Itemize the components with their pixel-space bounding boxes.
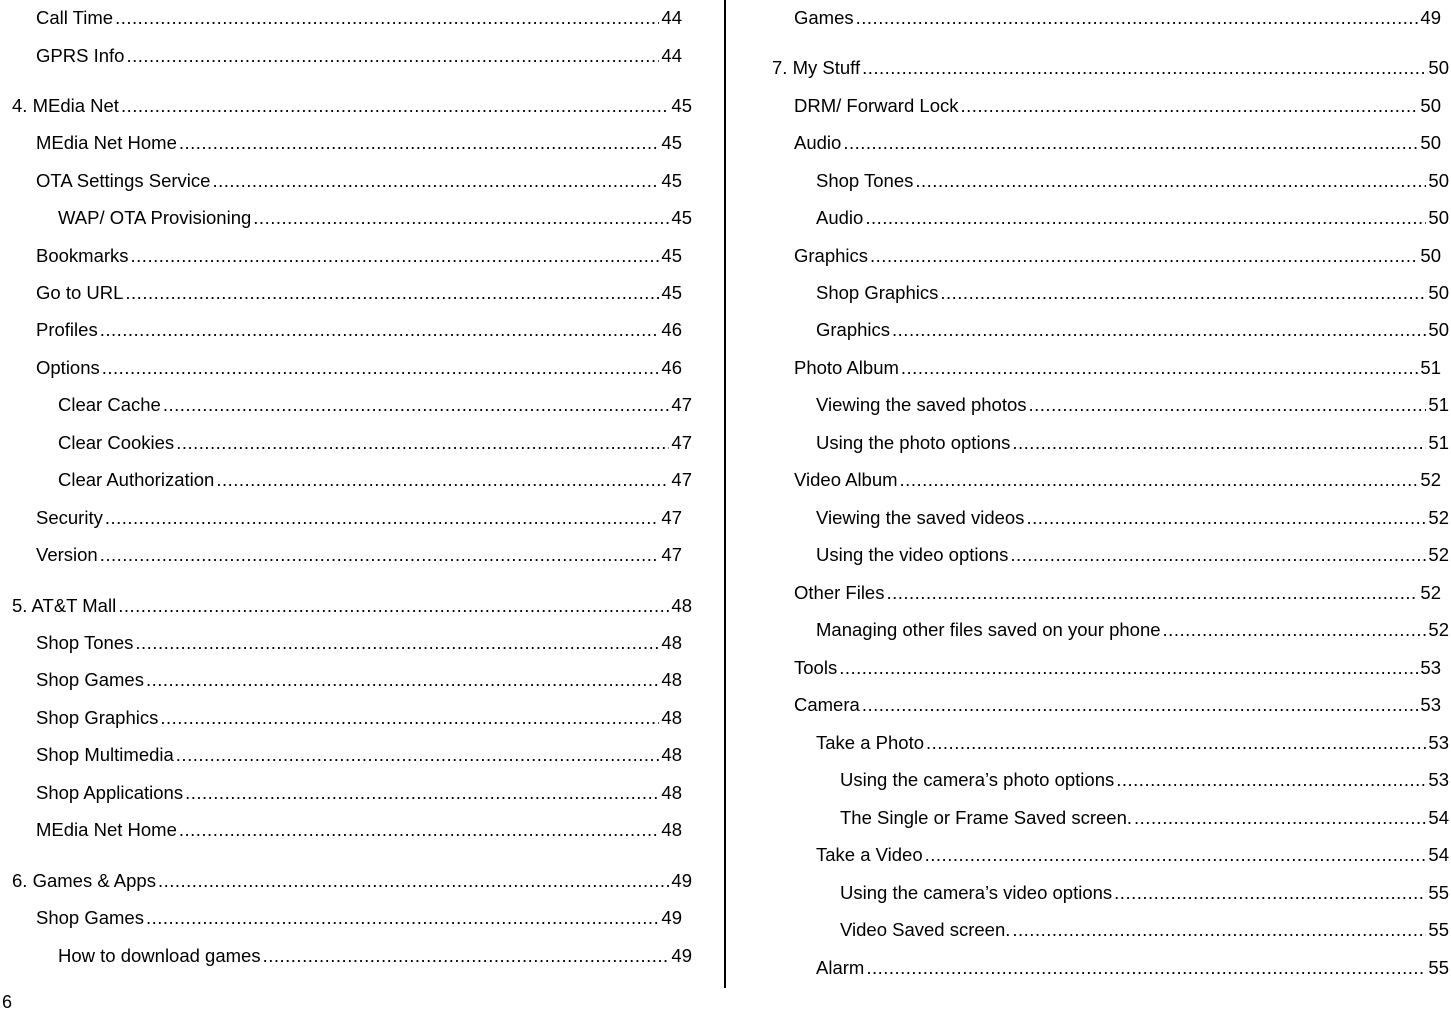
- toc-entry[interactable]: Photo Album ..... 51: [794, 356, 1441, 380]
- toc-entry[interactable]: MEdia Net Home ..... 45: [36, 131, 682, 155]
- toc-entry[interactable]: Camera ..... 53: [794, 693, 1441, 717]
- toc-entry[interactable]: Go to URL ..... 45: [36, 281, 682, 305]
- toc-entry[interactable]: Security ..... 47: [36, 506, 682, 530]
- toc-entry[interactable]: Shop Graphics ..... 50: [816, 281, 1449, 305]
- toc-entry[interactable]: Games ..... 49: [794, 6, 1441, 30]
- toc-entry[interactable]: Graphics ..... 50: [816, 318, 1449, 342]
- toc-entry[interactable]: Other Files ..... 52: [794, 581, 1441, 605]
- toc-entry[interactable]: Shop Graphics ..... 48: [36, 706, 682, 730]
- toc-entry[interactable]: Audio ..... 50: [816, 206, 1449, 230]
- toc-entry[interactable]: Bookmarks ..... 45: [36, 244, 682, 268]
- toc-entry[interactable]: Shop Tones ..... 50: [816, 169, 1449, 193]
- toc-entry[interactable]: Alarm ..... 55: [816, 956, 1449, 980]
- toc-section-6[interactable]: 6. Games & Apps ..... 49: [12, 869, 692, 893]
- toc-entry[interactable]: Version ..... 47: [36, 543, 682, 567]
- toc-entry[interactable]: Take a Video ..... 54: [816, 843, 1449, 867]
- toc-entry[interactable]: Viewing the saved videos ..... 52: [816, 506, 1449, 530]
- toc-entry[interactable]: Video Album ..... 52: [794, 468, 1441, 492]
- toc-entry[interactable]: How to download games ..... 49: [58, 944, 692, 968]
- toc-entry[interactable]: WAP/ OTA Provisioning ..... 45: [58, 206, 692, 230]
- toc-entry[interactable]: The Single or Frame Saved screen. ..... 54: [840, 806, 1449, 830]
- toc-entry[interactable]: Clear Cookies ..... 47: [58, 431, 692, 455]
- toc-entry[interactable]: DRM/ Forward Lock ..... 50: [794, 94, 1441, 118]
- toc-entry[interactable]: GPRS Info ..... 44: [36, 44, 682, 68]
- toc-entry[interactable]: Using the photo options ..... 51: [816, 431, 1449, 455]
- toc-entry[interactable]: Using the camera’s video options ..... 55: [840, 881, 1449, 905]
- toc-entry[interactable]: Managing other files saved on your phone ..... 52: [816, 618, 1449, 642]
- toc-entry[interactable]: Take a Photo ..... 53: [816, 731, 1449, 755]
- toc-section-4[interactable]: 4. MEdia Net ..... 45: [12, 94, 692, 118]
- toc-entry[interactable]: Tools ..... 53: [794, 656, 1441, 680]
- toc-entry[interactable]: Viewing the saved photos ..... 51: [816, 393, 1449, 417]
- toc-entry[interactable]: Shop Applications ..... 48: [36, 781, 682, 805]
- toc-entry[interactable]: Shop Games ..... 49: [36, 906, 682, 930]
- toc-entry[interactable]: Shop Tones ..... 48: [36, 631, 682, 655]
- toc-entry[interactable]: Shop Games ..... 48: [36, 668, 682, 692]
- toc-entry[interactable]: Clear Cache ..... 47: [58, 393, 692, 417]
- toc-section-5[interactable]: 5. AT&T Mall ..... 48: [12, 594, 692, 618]
- toc-entry[interactable]: Graphics ..... 50: [794, 244, 1441, 268]
- toc-entry[interactable]: Options ..... 46: [36, 356, 682, 380]
- page-number: 6: [2, 992, 13, 1012]
- toc-entry[interactable]: OTA Settings Service ..... 45: [36, 169, 682, 193]
- toc-entry[interactable]: Video Saved screen. ..... 55: [840, 918, 1449, 942]
- toc-section-7[interactable]: 7. My Stuff ..... 50: [772, 56, 1449, 80]
- toc-entry[interactable]: Call Time ..... 44: [36, 6, 682, 30]
- column-divider: [724, 0, 726, 988]
- toc-entry[interactable]: Clear Authorization ..... 47: [58, 468, 692, 492]
- toc-entry[interactable]: Using the camera’s photo options ..... 53: [840, 768, 1449, 792]
- toc-entry[interactable]: Profiles ..... 46: [36, 318, 682, 342]
- toc-entry[interactable]: Shop Multimedia ..... 48: [36, 743, 682, 767]
- toc-entry[interactable]: Audio ..... 50: [794, 131, 1441, 155]
- toc-entry[interactable]: Using the video options ..... 52: [816, 543, 1449, 567]
- toc-entry[interactable]: MEdia Net Home ..... 48: [36, 818, 682, 842]
